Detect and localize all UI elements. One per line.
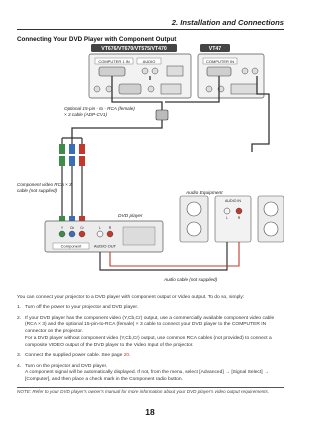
- dvd-port-label-l: L: [99, 226, 101, 230]
- step-2-extra: For a DVD player without component video (Y,Cb,Cr) output, use common RCA cables (not provided) to connect a composite VIDEO output of the DVD player to the Video Input of the projector.: [25, 336, 272, 348]
- dvd-audio-out-label: AUDIO OUT: [93, 243, 117, 249]
- step-4-extra: A component signal will be automatically displayed. If not, from the menu, select [Advanced] → [Signal Select] → [Computer], and then place a check mark in the Component radio button.: [25, 370, 269, 383]
- dvd-port-label-cr: Cr: [80, 226, 84, 230]
- audio-in-label: AUDIO IN: [225, 199, 241, 203]
- projector-panel-left: [89, 54, 191, 98]
- step-2: [17, 316, 284, 336]
- step-3-num: 3.: [17, 353, 22, 359]
- dvd-port-label-r: R: [108, 226, 112, 230]
- step-1-text: Turn off the power to your projector and DVD player.: [25, 305, 139, 311]
- page-number: 18: [145, 407, 155, 417]
- step-3-text-end: .: [129, 353, 131, 359]
- step-3-text: Connect the supplied power cable. See page: [25, 353, 124, 359]
- audio-equipment: [180, 196, 284, 242]
- step-2-num: 2.: [17, 315, 22, 321]
- audio-in-port-l: L: [226, 216, 228, 220]
- vga-port-right: [207, 67, 231, 76]
- step-2-text: If your DVD player has the component video (Y,Cb,Cr) output, use a commercially available component video cable (RCA × 3) and the optional 15-pin-to-RCA (female) × 3 cable to connect your DVD player to the COMPUTER IN connector on the projector.: [25, 315, 275, 335]
- model-badge-left-text: VT676/VT670/VT575/VT470: [101, 46, 167, 52]
- section-title: 2. Installation and Connections: [171, 18, 284, 27]
- dvd-player: [45, 221, 163, 252]
- intro-text: You can connect your projector to a DVD player with component output or Video output. To do so, simply:: [17, 295, 245, 300]
- note-rule: [17, 387, 284, 388]
- dvd-port-label-y: Y: [60, 226, 64, 230]
- connection-diagram: [17, 44, 284, 294]
- component-cable: [59, 156, 85, 226]
- page-title: Connecting Your DVD Player with Component Output: [17, 36, 177, 43]
- cable-component-label-2: cable (not supplied): [17, 188, 58, 193]
- step-3: [17, 353, 284, 360]
- port-audio-label: AUDIO: [142, 58, 156, 64]
- section-header: [17, 18, 284, 29]
- step-4-num: 4.: [17, 363, 22, 369]
- audio-equipment-label: Audio Equipment: [186, 191, 223, 196]
- note-text: NOTE: Refer to your DVD player's owner's manual for more information about your DVD player's video output requirements.: [17, 389, 270, 394]
- port-computer-in-label: COMPUTER IN: [206, 58, 234, 64]
- adapter-plug: [156, 110, 168, 120]
- header-rule: [17, 29, 284, 30]
- step-1: [17, 305, 284, 312]
- adapter-cable: [72, 120, 162, 138]
- port-computer-in-1-label: COMPUTER 1 IN: [98, 58, 130, 64]
- rca-adapter-ends: [59, 138, 85, 154]
- dvd-player-label: DVD player: [118, 214, 143, 219]
- cable-component-label-1: Component video RCA × 3: [17, 182, 72, 187]
- audio-in-port-r: R: [237, 216, 241, 220]
- step-4-text: Turn on the projector and DVD player.: [25, 363, 108, 369]
- dvd-component-label: Component: [60, 243, 82, 249]
- page-ref-link[interactable]: 20: [123, 353, 130, 359]
- projector-panel-right: [198, 54, 264, 98]
- cable-optional-label-2: × 3 cable (ADP-CV1): [64, 112, 108, 117]
- cable-optional-label-1: Optional 15-pin - to - RCA (female): [64, 106, 135, 111]
- dvd-port-label-cb: Cb: [69, 226, 75, 230]
- instructions: [17, 295, 284, 387]
- vga-port-left: [99, 67, 125, 76]
- audio-cable-label: Audio cable (not supplied): [164, 277, 218, 282]
- step-1-num: 1.: [17, 305, 22, 311]
- model-badge-right-text: VT47: [208, 46, 222, 52]
